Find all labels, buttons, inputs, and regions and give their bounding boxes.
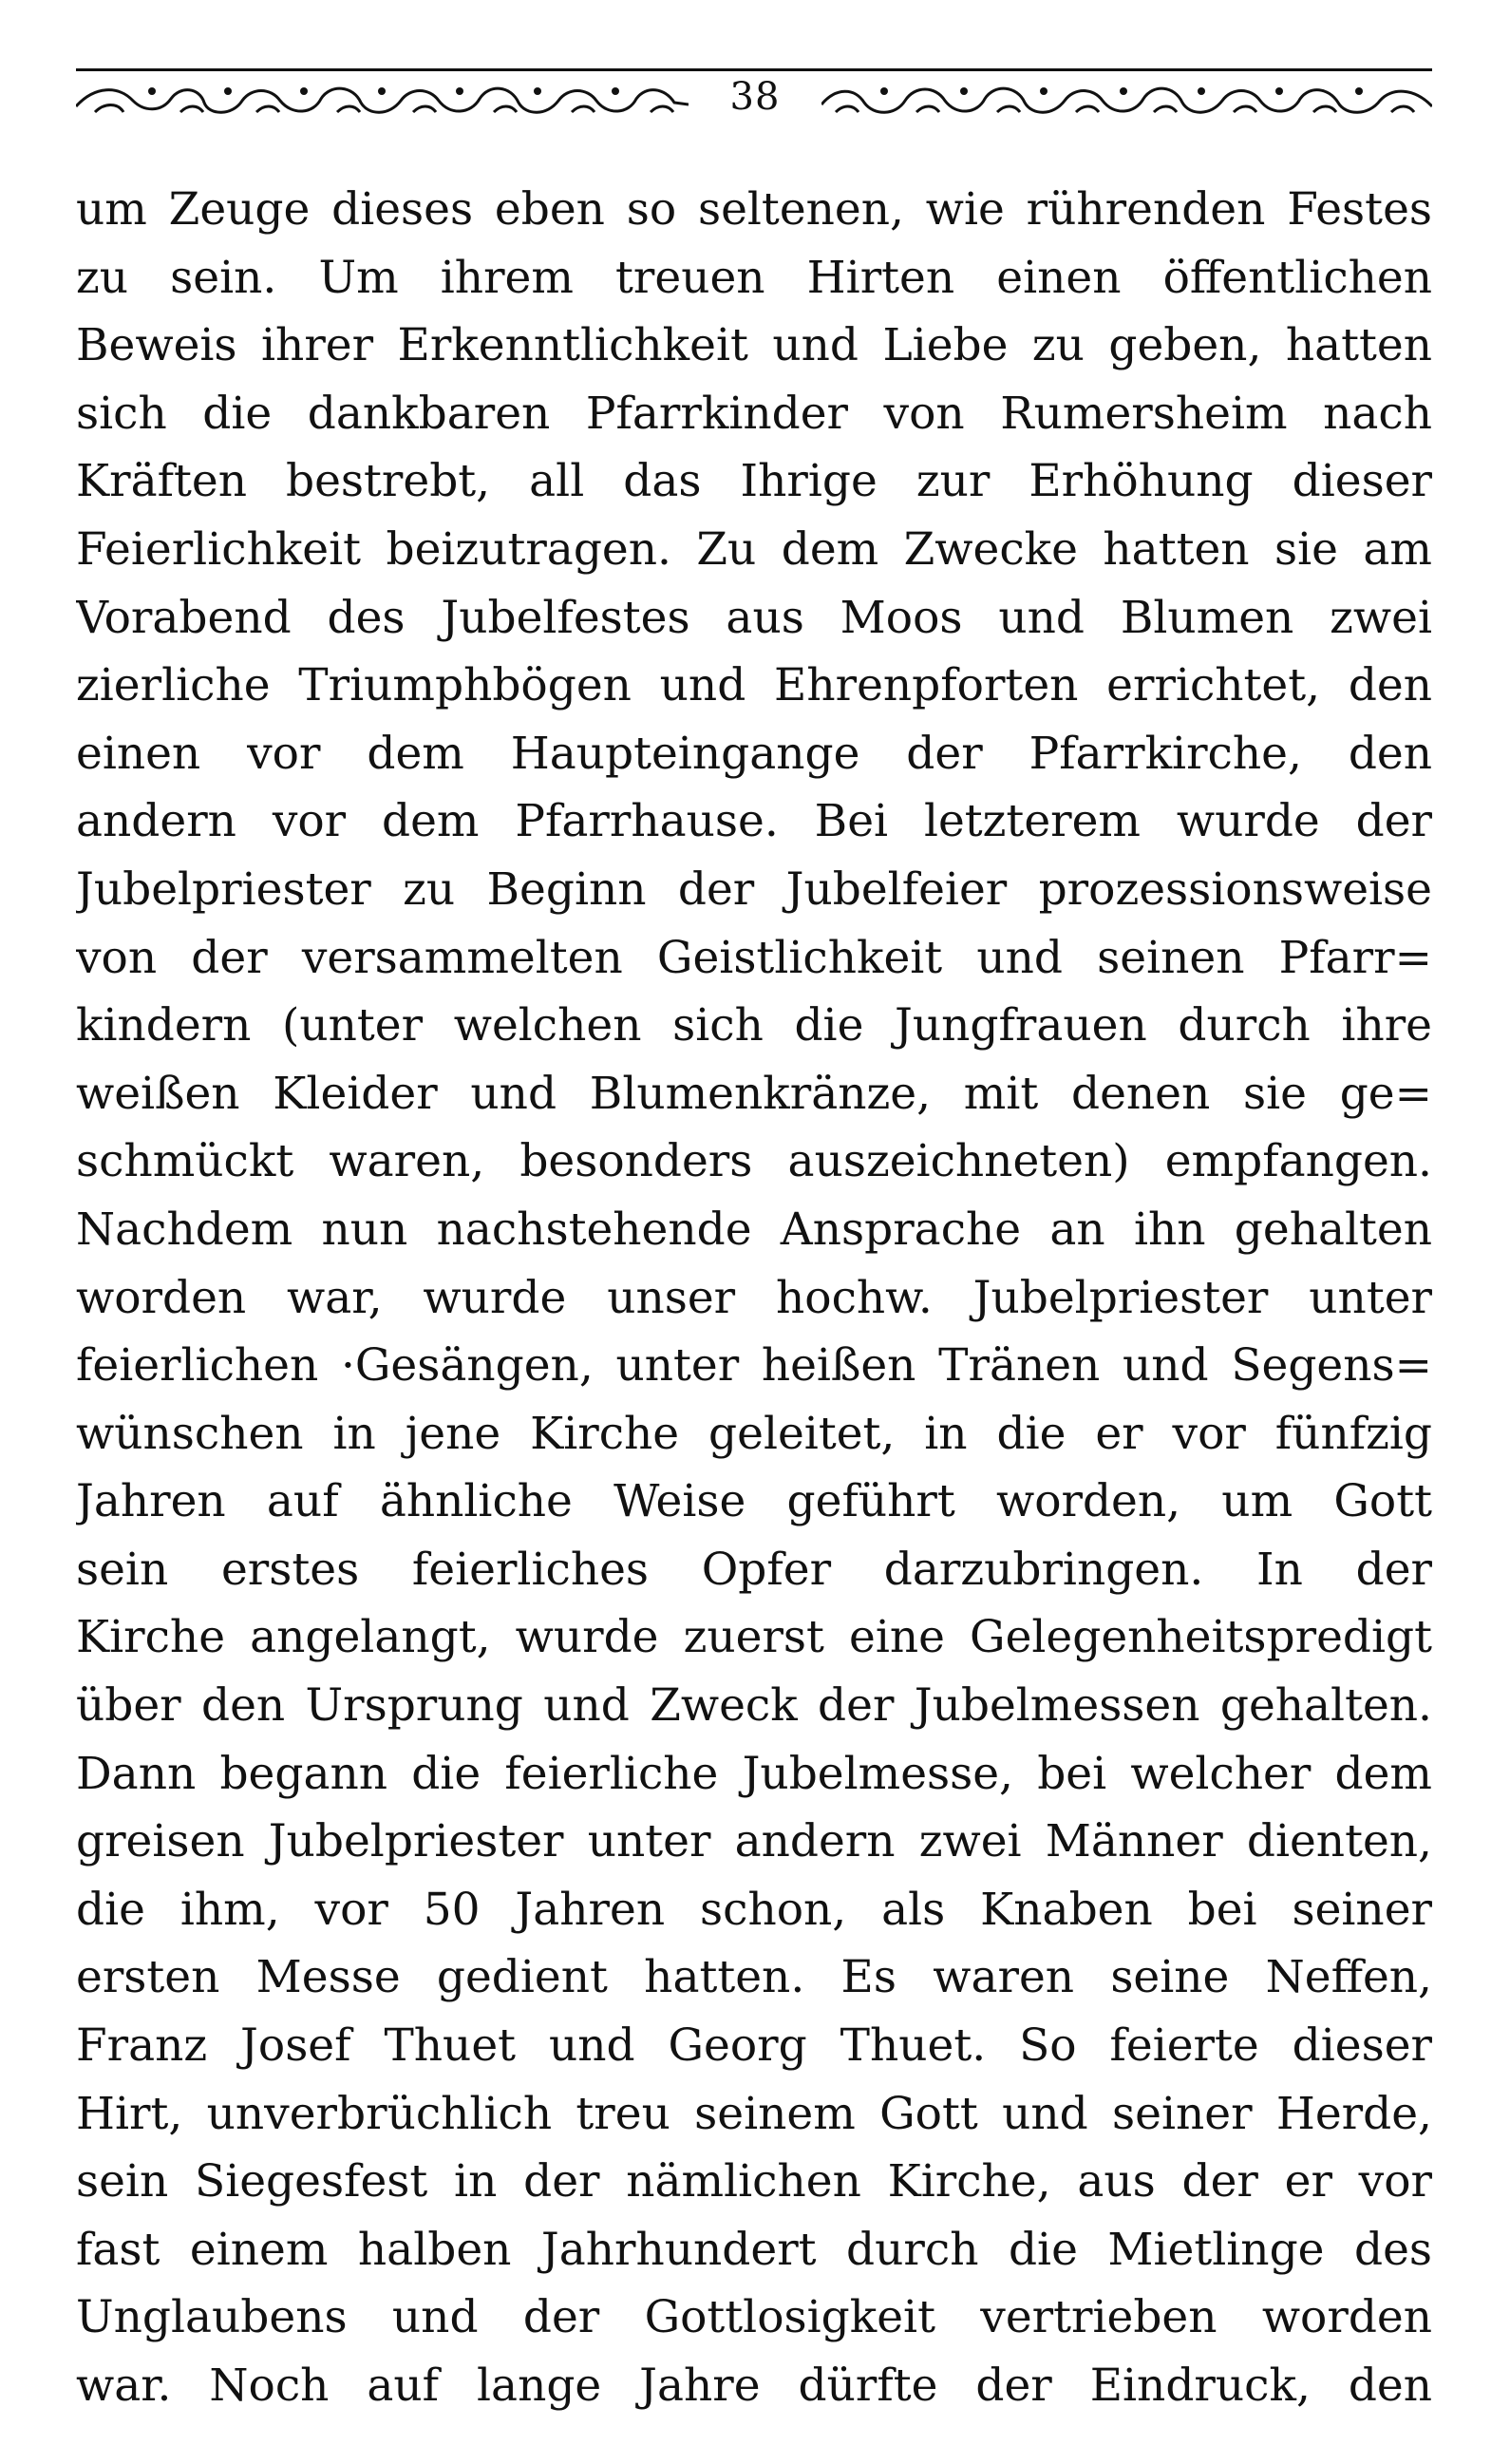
text-line: einen vor dem Haupteingange der Pfarrkirche, den — [76, 727, 1432, 780]
text-line: sein erstes feierliches Opfer darzubringen. In der — [76, 1543, 1432, 1596]
text-line: die ihm, vor 50 Jahren schon, als Knaben bei seiner — [76, 1883, 1432, 1936]
text-line: Feierlichkeit beizutragen. Zu dem Zwecke hatten sie am — [76, 522, 1432, 576]
text-line: schmückt waren, besonders auszeichneten) empfangen. — [76, 1135, 1432, 1188]
floral-scroll-ornament-left-icon — [76, 78, 689, 122]
text-line: ersten Messe gedient hatten. Es waren seine Neffen, — [76, 1951, 1432, 2004]
text-line: Dann begann die feierliche Jubelmesse, bei welcher dem — [76, 1747, 1432, 1800]
header-rule — [76, 68, 1432, 71]
text-line: von der versammelten Geistlichkeit und seinen Pfarr= — [76, 931, 1432, 984]
text-line: zierliche Triumphbögen und Ehrenpforten errichtet, den — [76, 659, 1432, 712]
text-line: zu sein. Um ihrem treuen Hirten einen öffentlichen — [76, 251, 1432, 304]
text-line: andern vor dem Pfarrhause. Bei letzterem wurde der — [76, 795, 1432, 848]
text-line: um Zeuge dieses eben so seltenen, wie rührenden Festes — [76, 183, 1432, 236]
text-line: Nachdem nun nachstehende Ansprache an ihn gehalten — [76, 1203, 1432, 1256]
text-line: Vorabend des Jubelfestes aus Moos und Blumen zwei — [76, 591, 1432, 644]
text-line: Hirt, unverbrüchlich treu seinem Gott und seiner Herde, — [76, 2087, 1432, 2140]
text-line: worden war, wurde unser hochw. Jubelpriester unter — [76, 1271, 1432, 1324]
text-line: Franz Josef Thuet und Georg Thuet. So feierte dieser — [76, 2019, 1432, 2073]
text-line: wünschen in jene Kirche geleitet, in die er vor fünfzig — [76, 1407, 1432, 1460]
text-line: fast einem halben Jahrhundert durch die Mietlinge des — [76, 2223, 1432, 2276]
page-number: 38 — [729, 75, 781, 119]
text-line: weißen Kleider und Blumenkränze, mit denen sie ge= — [76, 1067, 1432, 1120]
text-line: Jahren auf ähnliche Weise geführt worden, um Gott — [76, 1475, 1432, 1528]
floral-scroll-ornament-right-icon — [821, 78, 1432, 122]
text-line: Jubelpriester zu Beginn der Jubelfeier prozessionsweise — [76, 862, 1432, 916]
text-line: über den Ursprung und Zweck der Jubelmessen gehalten. — [76, 1679, 1432, 1733]
text-line: sich die dankbaren Pfarrkinder von Rumersheim nach — [76, 387, 1432, 440]
text-line: feierlichen ·Gesängen, unter heißen Tränen und Segens= — [76, 1339, 1432, 1393]
text-line: Beweis ihrer Erkenntlichkeit und Liebe zu geben, hatten — [76, 319, 1432, 372]
text-line: Kirche angelangt, wurde zuerst eine Gelegenheitspredigt — [76, 1611, 1432, 1664]
text-line: Unglaubens und der Gottlosigkeit vertrieben worden — [76, 2291, 1432, 2344]
text-line: war. Noch auf lange Jahre dürfte der Eindruck, den — [76, 2360, 1432, 2412]
text-line: kindern (unter welchen sich die Jungfrauen durch ihre — [76, 999, 1432, 1052]
body-text — [76, 176, 1432, 2420]
page-header — [76, 66, 1432, 125]
text-line: Kräften bestrebt, all das Ihrige zur Erhöhung dieser — [76, 455, 1432, 508]
text-line: greisen Jubelpriester unter andern zwei Männer dienten, — [76, 1815, 1432, 1868]
text-line: sein Siegesfest in der nämlichen Kirche, aus der er vor — [76, 2155, 1432, 2208]
